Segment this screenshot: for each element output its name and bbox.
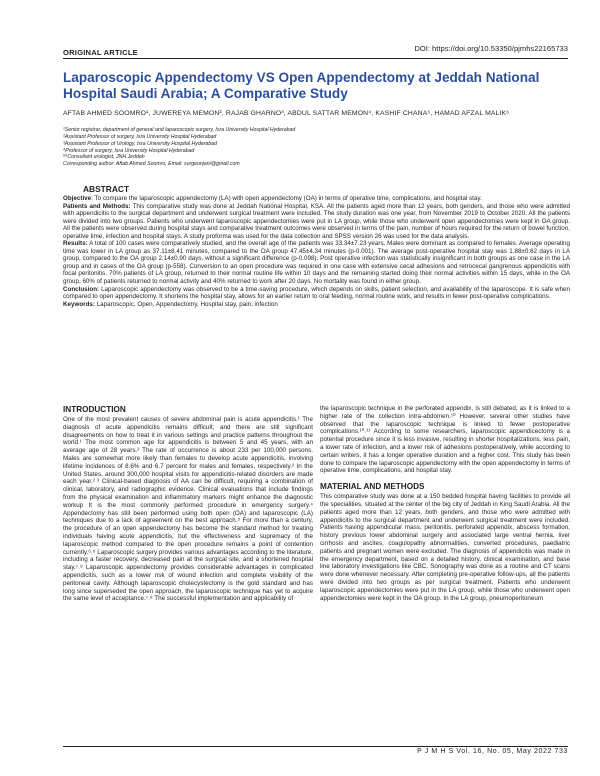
header-rule [63, 58, 568, 59]
right-column [320, 405, 570, 602]
introduction-text: One of the most prevalent causes of severe abdominal pain is acute appendicitis.¹ The diagnosis of acute appendicitis remains difficult; and there are still significant disagreements on how to treat it in various settings and practice patterns throughout the world.¹ The most common age for appendicitis is between 5 and 45 years, with an average age of 28 years.² The rate of occurrence is about 233 per 100,000 persons. Males are somewhat more likely than females to develop acute appendicitis, involving lifetime incidences of 8.6% and 6.7 percent for males and females, respectively.² In the United States, around 300,000 hospital visits for appendicitis-related disorders are made each year.²˒³ Clinical-based diagnosis of AA can be difficult, requiring a combination of clinical, laboratory, and radiographic evidence. Clinical evaluations that include findings from the physical examination and inflammatory markers might enhance the diagnostic workup It is the most commonly performed procedure in emergency surgery.⁴ Appendectomy has still been performed using both open (OA) and laparoscopic (LA) techniques due to a lack of agreement on the best approach.⁵ For more than a century, the procedure of an open appendectomy has become the standard method for treating individuals having acute appendicitis, but the effectiveness and supremacy of the laparoscopic method compared to the open procedure remains a point of contention currently.⁶˒⁶ Laparoscopic surgery provides various advantages according to the literature, including a faster recovery, decreased pain at the surgical site, and a shortened hospital stay.⁷˒⁸ Laparoscopic appendectomy provides considerable advantages in complicated appendicitis, such as a lower risk of wound infection and complete visibility of the peritoneal cavity. Although laparoscopic cholecystectomy is the gold standard and has long since superseded the open approach, the laparoscopic technique has yet to acquire the same level of acceptance.⁷˒⁸ The successful implementation and applicability of [63, 416, 313, 603]
methods-label: Patients and Methods: [63, 202, 131, 210]
abstract [63, 184, 570, 308]
results-label: Results: [63, 240, 88, 248]
corresponding-author: Corresponding author: Aftab Ahmed Soomro, Email: surgeonjani@gmail.com [63, 161, 240, 168]
affiliation-4: ⁴Professor of surgery, Isra University Hospital Hyderabad [63, 147, 195, 154]
footer-rule [63, 746, 568, 747]
abstract-methods [63, 203, 570, 241]
affiliation-2: ²Assistant Professor of surgery, Isra University Hospital Hyderabad [63, 133, 217, 140]
abstract-conclusion [63, 286, 570, 301]
page-footer: P J M H S Vol. 16, No. 05, May 2022 733 [417, 748, 568, 755]
affiliations [63, 127, 571, 168]
methods-text-body: This comparative study was done at a 150 bedded hospital having facilities to provide all the specialities, situated at the center of the big city of Jeddah in King Saudi Arabia. All the patients aged more than 12 years, both genders, and those who were admitted with appendicitis to the surgical department and underwent surgical treatment were included. Patients having appendicular mass, peritonitis, perforated appendix, abscess formation, history previous lower abdominal surgery and associated large ventral hernia, liver cirrhosis and ascites, coagulopathy abnormalities, converted procedures, paediatric patients and pregnant women were excluded. The diagnosis of appendicitis was made in the emergency department, based on a detailed history, clinical examination, and base line laboratory investigations like CBC. Sonography was done as a routine and CT scans were done whenever necessary. After completing pre-operative follow-ups, all the patients were divided into two groups as per surgical treatment. Patients who underwent laparoscopic appendectomies were put in the LA group, while those who underwent open appendectomies were kept in the OA group. In the LA group, pneumoperitoneum [320, 493, 570, 602]
methods-text: This comparative study was done at Jeddah National Hospital, KSA. All the patients aged more than 12 years, both genders, and those who were admitted with appendicitis to the surgical department and underwent surgical treatment were included. The study duration was one year, from November 2019 to October 2020. All the patients were divided into two groups. Patients who underwent laparoscopic appendectomies were put in LA group, while those who underwent open appendectomies were kept in OA group. All the patients were observed during hospital stays and comparative treatment outcomes were observed in terms of the pain, number of hours required for the return of bowel function, operative time, infection and hospital stays. A study proforma was used for the data collection and SPSS version 26 was used for the data analysis. [63, 202, 570, 240]
article-type: ORIGINAL ARTICLE [63, 48, 138, 57]
results-text: A total of 100 cases were comparatively studied, and the overall age of the patients was 33.34±7.23 years. Males were dominant as compared to females. Average operating time was lower in LA group as 37.11±8.41 minutes, compared to the OA group 47.45±4.34 minutes (p-0.001). The average post-operative hospital stay was 1.88±0.62 days in LA group, compared to the OA group 2.14±0.90 days, without a significant difference (p-0.098). Post operative infection was statistically insignificant in both groups as one case in the LA group and in cases of the OA group (p-558). Conversion to an open procedure was required in one case with extensive cecal adhesions and retrocecal gangrenous appendicitis with focal peritonitis. 70% patients of LA group, returned to their normal routine life within 10 days and the remaining started doing their normal activities within 15 days, while in the OA group, 60% of patients returned to normal activity and 40% returned to work after 20 days. No mortality was found in either group. [63, 240, 570, 286]
conclusion-label: Conclusion: [63, 285, 100, 293]
abstract-objective [63, 195, 570, 203]
abstract-results [63, 240, 570, 285]
keywords-label: Keywords: [63, 300, 95, 308]
left-column [63, 405, 313, 603]
keywords-text: Laparoscopic, Open, Appendectomy, Hospital stay, pain, infection [94, 300, 278, 308]
objective-text: : To compare the laparoscopic appendectomy (LA) with open appendectomy (OA) in terms of operative time, complications, and hospital stay. [91, 195, 482, 202]
doi-line[interactable]: DOI: https://doi.org/10.53350/pjmhs2216573​3 [414, 44, 568, 53]
affiliation-1: ¹Senior registrar, department of general and laparoscopic surgery, Isra University Hospital Hyderabad [63, 127, 296, 133]
methods-heading: MATERIAL AND METHODS [320, 482, 425, 492]
abstract-heading: ABSTRACT [83, 184, 130, 194]
conclusion-text: Laparoscopic appendectomy was observed to be a time-saving procedure, which depends on skills, patient selection, and availability of the laparoscope. It is safe when compared to open appendectomy. It shortens the hospital stay, allows for an earlier return to oral feeding, normal routine work, and results in fewer post-operative complications. [63, 285, 570, 301]
affiliation-5: ⁵⁶Consultant urologist, JNH Jeddah [63, 154, 145, 161]
abstract-keywords [63, 301, 570, 309]
article-title: Laparoscopic Appendectomy VS Open Appendectomy at Jeddah National Hospital Saudi Arabia; A Comparative Study [63, 70, 540, 101]
introduction-continued: the laparoscopic technique in the perforated appendix, is still debated, as it is linked to a higher rate of the collection intra-abdomen.¹⁰ However, several other studies have observed that the laparoscopic technique is linked to fewer postoperative complications.¹⁰˒¹¹ According to some researchers, laparoscopic appendicectomy is a potential procedure since it is less invasive, resulting in shorter hospitalizations, less pain, a lower rate of infection, and a lower risk of adhesions postoperatively, while according to certain writers, it has a longer operative duration and a higher cost. This study has been done to compare the laparoscopic appendectomy with the open appendectomy in terms of operative time, complications, and hospital stay. [320, 405, 570, 475]
introduction-heading: INTRODUCTION [63, 405, 126, 414]
author-list: AFTAB AHMED SOOMRO¹, JUWEREYA MEMON², RAJAB GHARNO³, ABDUL SATTAR MEMON⁴, KASHIF CHANA⁵, HAMAD AFZAL MALIK⁶ [63, 110, 510, 117]
objective-label: Objective [63, 195, 92, 202]
affiliation-3: ³Assistant Professor of Urology, Isra University Hospital Hyderabad [63, 140, 217, 147]
